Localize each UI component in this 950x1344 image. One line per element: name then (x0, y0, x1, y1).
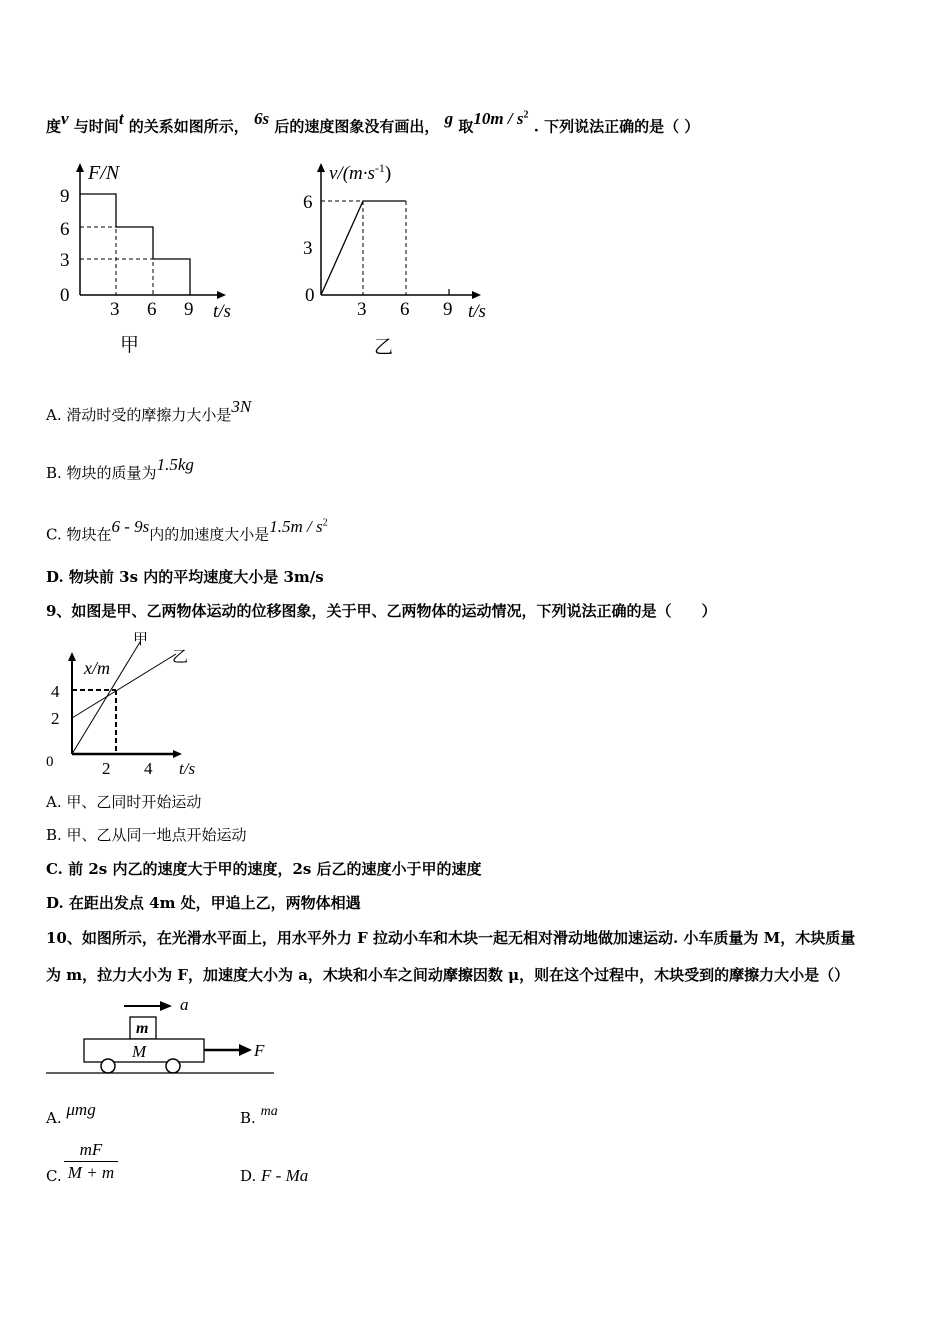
intro-text-1: 度 (46, 117, 62, 136)
q10-option-b-math: ma (260, 1104, 278, 1119)
q10-accel-label: a (180, 995, 189, 1014)
q9-x-label: t/s (179, 759, 196, 778)
fig-yi-ytick-6: 6 (303, 192, 313, 213)
q9-y-arrow (68, 652, 76, 661)
q10-option-c-fraction (64, 1140, 118, 1183)
q9-displacement-graph (44, 628, 224, 778)
q8-option-a-math: 3N (231, 397, 252, 416)
fig-jia-y-arrow (76, 163, 84, 172)
q9-dashes (72, 690, 116, 754)
fig-yi-y-label: $v/(m\cdot s^{-1})$ (329, 161, 392, 184)
fig-jia-x-arrow (217, 291, 226, 299)
q8-option-b: B. 物块的质量为1.5kg (46, 455, 194, 482)
q9-ytick-2: 2 (51, 709, 60, 728)
q10-option-a-math: μmg (66, 1100, 96, 1119)
intro-v: v (61, 108, 69, 128)
fig-yi-ytick-3: 3 (303, 238, 313, 259)
fig-jia-ytick-3: 3 (60, 250, 70, 271)
fig-jia-xtick-6: 6 (147, 299, 157, 320)
q8-option-c-accel: $1.5m / s^2$ (269, 516, 328, 536)
q10-cart-label: M (132, 1042, 147, 1061)
q9-origin: 0 (46, 754, 54, 770)
q10-block-m-label: m (136, 1020, 149, 1037)
q8-option-a: A. 滑动时受的摩擦力大小是3N (46, 397, 252, 424)
intro-6s: 6s (254, 108, 270, 128)
fig-yi-xtick-3: 3 (357, 299, 367, 320)
q10-wheel-right (166, 1059, 180, 1073)
q10-option-d-math: F - Ma (261, 1166, 309, 1185)
fig-jia-ytick-9: 9 (60, 186, 70, 207)
q9-option-a: A. 甲、乙同时开始运动 (46, 793, 202, 811)
fig-jia-x-label: t/s (213, 301, 231, 322)
q10-accel-arrowhead (160, 1001, 172, 1011)
fig-jia-origin: 0 (60, 285, 70, 306)
intro-text-2: 与时间 (73, 117, 119, 136)
q10-option-a: A. μmg (46, 1100, 96, 1127)
q10-stem-line-2: 为 m，拉力大小为 F，加速度大小为 a，木块和小车之间动摩擦因数 μ，则在这个过程中，木块受到的摩擦力大小是（） (46, 966, 850, 984)
fig-jia-y-label: F/N (88, 162, 120, 184)
intro-text-6: . 下列说法正确的是（ ） (533, 117, 700, 136)
intro-line (46, 108, 700, 137)
fig-yi-origin: 0 (305, 285, 315, 306)
fig-jia-xtick-3: 3 (110, 299, 120, 320)
q8-option-b-math: 1.5kg (156, 455, 194, 474)
intro-g-value: $10m / s^2$ (473, 108, 529, 128)
fig-jia-ytick-6: 6 (60, 219, 70, 240)
q9-xtick-4: 4 (144, 759, 153, 778)
intro-text-3: 的关系如图所示， (128, 117, 249, 136)
q10-option-c-numerator: mF (79, 1140, 103, 1159)
fig-jia-dashes (80, 194, 153, 295)
q9-xtick-2: 2 (102, 759, 111, 778)
q10-option-c: C. (46, 1167, 62, 1185)
q9-y-label: x/m (84, 658, 110, 678)
q8-option-d: D. 物块前 3s 内的平均速度大小是 3m/s (46, 568, 324, 586)
fig-yi-x-arrow (472, 291, 481, 299)
q9-x-arrow (173, 750, 182, 758)
fig-jia-xtick-9: 9 (184, 299, 194, 320)
fig-jia-caption: 甲 (120, 335, 140, 356)
fig-jia-force-graph (50, 155, 260, 365)
fig-jia-step-curve (80, 194, 190, 295)
q9-label-yi: 乙 (172, 649, 189, 666)
q10-force-arrowhead (239, 1044, 252, 1056)
q9-label-jia: 甲 (133, 632, 149, 648)
fig-yi-x-label: t/s (468, 301, 486, 322)
fig-yi-dashes (321, 201, 406, 295)
q8-option-c-range: 6 - 9s (111, 516, 150, 536)
intro-t: t (118, 108, 124, 128)
q10-stem-line-1: 10、如图所示，在光滑水平面上，用水平外力 F 拉动小车和木块一起无相对滑动地做加速运动. 小车质量为 M，木块质量 (46, 929, 856, 947)
intro-text-4: 后的速度图象没有画出， (274, 117, 440, 136)
fig-yi-y-arrow (317, 163, 325, 172)
fig-yi-velocity-graph (295, 155, 515, 365)
q10-option-c-fraction-bar (64, 1161, 118, 1162)
q10-option-b: B. ma (240, 1104, 278, 1127)
q9-option-c: C. 前 2s 内乙的速度大于甲的速度，2s 后乙的速度小于甲的速度 (46, 860, 482, 878)
fig-yi-xtick-6: 6 (400, 299, 410, 320)
q8-option-c: C. 物块在6 - 9s内的加速度大小是$1.5m / s^2$ (46, 516, 328, 544)
q9-stem: 9、如图是甲、乙两物体运动的位移图象，关于甲、乙两物体的运动情况，下列说法正确的是（ ） (46, 602, 717, 620)
fig-yi-xtick-9: 9 (443, 299, 453, 320)
intro-g: g (444, 108, 454, 128)
q10-cart-diagram (44, 995, 280, 1080)
q9-ytick-4: 4 (51, 682, 60, 701)
intro-text-5: 取 (458, 117, 474, 136)
q9-option-d: D. 在距出发点 4m 处，甲追上乙，两物体相遇 (46, 894, 361, 912)
q10-force-label: F (254, 1041, 265, 1060)
fig-yi-caption: 乙 (374, 337, 394, 358)
q10-wheel-left (101, 1059, 115, 1073)
q9-option-b: B. 甲、乙从同一地点开始运动 (46, 826, 247, 844)
q10-option-d: D. F - Ma (240, 1166, 309, 1185)
q10-option-c-denominator: M + m (67, 1163, 115, 1182)
